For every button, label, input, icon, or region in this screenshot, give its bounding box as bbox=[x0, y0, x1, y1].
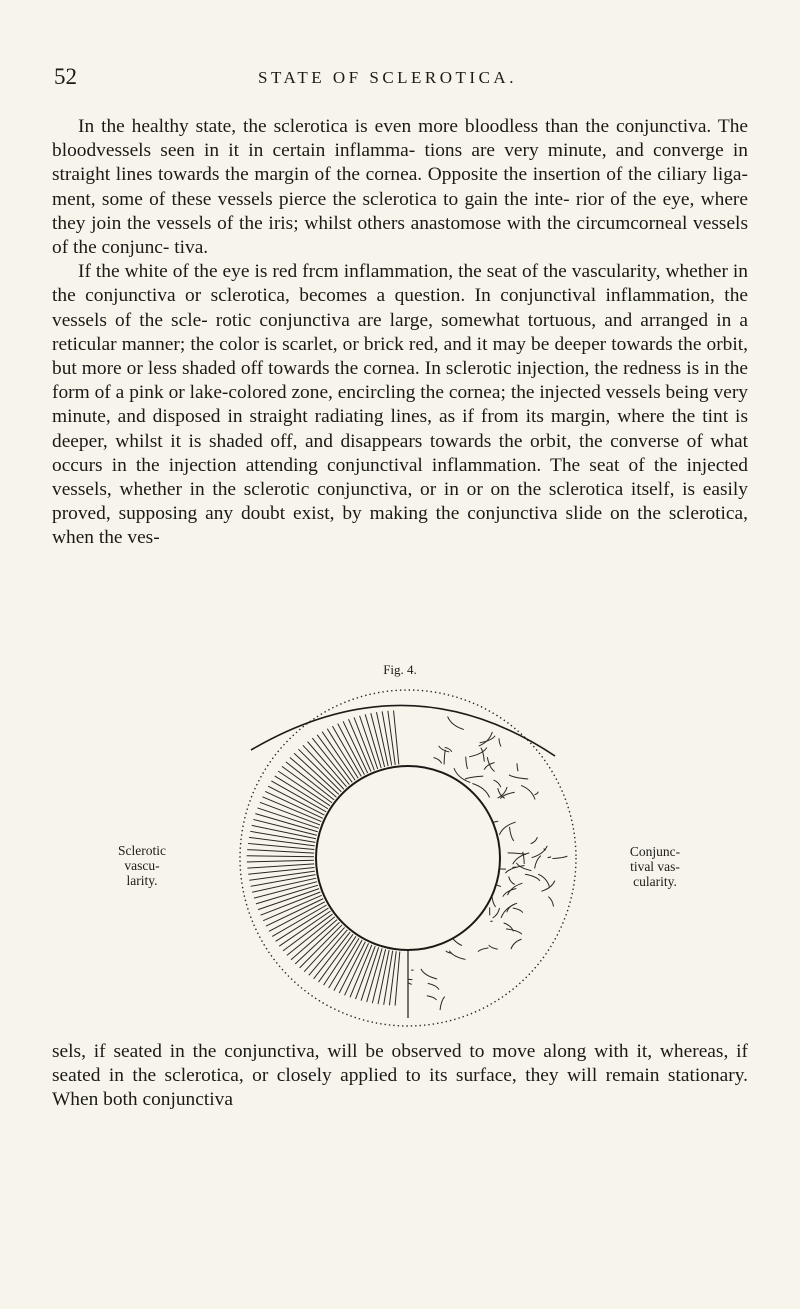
label-line: vascu- bbox=[124, 858, 160, 873]
conjunctival-vessel-line bbox=[465, 776, 483, 779]
conjunctival-vessel-line bbox=[448, 717, 464, 730]
sclerotic-vessel-line bbox=[382, 711, 392, 765]
conjunctival-vessel-line bbox=[513, 908, 523, 913]
running-head: STATE OF SCLEROTICA. bbox=[258, 68, 517, 87]
conjunctival-vessel-line bbox=[428, 983, 439, 989]
label-line: tival vas- bbox=[630, 859, 680, 874]
conjunctival-vessel-line bbox=[506, 929, 522, 934]
conjunctival-vessel-line bbox=[541, 881, 554, 892]
conjunctival-vessel-line bbox=[421, 969, 437, 979]
sclerotic-vessel-line bbox=[349, 719, 371, 771]
conjunctival-vessel-line bbox=[531, 837, 538, 844]
eye-vascularity-illustration bbox=[195, 678, 615, 1028]
figure-caption: Fig. 4. bbox=[383, 662, 417, 677]
conjunctival-vessel-line bbox=[444, 750, 445, 765]
sclerotic-vessel-line bbox=[384, 951, 393, 1005]
conjunctival-vessel-line bbox=[499, 822, 515, 835]
sclerotic-vessel-line bbox=[247, 856, 314, 857]
conjunctival-vessel-line bbox=[478, 948, 489, 952]
conjunctival-vessel-line bbox=[503, 889, 517, 897]
conjunctival-vessel-line bbox=[489, 945, 498, 949]
sclerotic-vessel-line bbox=[350, 945, 372, 998]
conjunctival-vessel-line bbox=[552, 856, 567, 859]
paragraph-1: In the healthy state, the sclerotica is even more bloodless than the conjunctiva. The bloodvessels seen in it in certain inflamma- tions are very minute, and converge in straight lines towards the margin of the cornea. Opposite the insertion of the ciliary liga- ment, some of these vessels pierce the sclerotica to gain the inte- rior of the eye, where they join the vessels of the iris; whilst others anastomose with the circumcorneal vessels of the conjunc- tiva. bbox=[52, 116, 748, 259]
sclerotic-vascularity-label bbox=[112, 843, 172, 888]
label-line: Conjunc- bbox=[629, 844, 681, 859]
conjunctival-vascularity-label bbox=[620, 844, 690, 889]
conjunctival-vessel-line bbox=[501, 903, 517, 918]
conjunctival-vessel-line bbox=[532, 846, 548, 858]
conjunctival-vessel-line bbox=[493, 908, 500, 918]
conjunctival-vessel-line bbox=[534, 792, 538, 795]
conjunctival-vessel-line bbox=[509, 876, 515, 884]
label-line: larity. bbox=[126, 873, 158, 888]
conjunctival-vessel-line bbox=[499, 738, 501, 746]
conjunctival-vessel-line bbox=[449, 951, 465, 960]
paragraph-2: If the white of the eye is red frcm inflammation, the seat of the vascularity, whether in the conjunctiva or sclerotica, becomes a question. In conjunctival inflammation, the vessels of the scle- rotic conjunctiva are large, somewhat tortuous, and arranged in a reticular manner; the color is scarlet, or brick red, and it may be deeper towards the orbit, but more or less shaded off towards the cornea. In sclerotic injection, the redness is in the form of a pink or lake-colored zone, encircling the cornea; the injected vessels being very minute, and disposed in straight radiating lines, as if from its margin, where the tint is deeper, whilst it is shaded off, and disappears towards the orbit, the converse of what occurs in the injection attending conjunctival inflammation. The seat of the injected vessels, whether in the sclerotic conjunctiva, or in or on the sclerotica itself, is easily proved, supposing any doubt exist, by making the conjunctiva slide on the sclerotica, when the ves- bbox=[52, 261, 748, 549]
sclerotic-vessel-line bbox=[389, 951, 396, 1005]
cornea bbox=[316, 766, 500, 950]
sclerotic-vessel-line bbox=[249, 871, 315, 880]
sclerotic-vessel-line bbox=[354, 717, 374, 770]
conjunctival-vessel-line bbox=[481, 748, 484, 762]
globe-outline bbox=[251, 705, 555, 756]
conjunctival-vessel-line bbox=[525, 874, 540, 881]
sclerotic-vessel-line bbox=[247, 850, 314, 854]
conjunctival-vessel-line bbox=[517, 763, 518, 771]
conjunctival-vessel-line bbox=[469, 747, 487, 756]
conjunctival-vessel-line bbox=[521, 785, 535, 799]
conjunctival-vessel-line bbox=[427, 996, 437, 1000]
conjunctival-vessel-line bbox=[440, 997, 445, 1010]
page-number: 52 bbox=[54, 64, 77, 89]
sclerotic-vessel-line bbox=[356, 946, 376, 999]
conjunctival-vessel-line bbox=[505, 865, 524, 873]
conjunctival-vessel-line bbox=[480, 736, 495, 743]
body-text-top bbox=[52, 115, 748, 551]
conjunctival-vessel-line bbox=[487, 757, 494, 771]
sclerotic-vessel-line bbox=[247, 860, 314, 862]
paragraph-3: sels, if seated in the conjunctiva, will be observed to move along with it, whereas, if seated in the sclerotica, or closely applied to its surface, they will remain stationary. When both conjunctiva bbox=[52, 1041, 748, 1111]
sclerotic-vessel-line bbox=[247, 864, 314, 868]
conjunctival-vessel-line bbox=[511, 939, 522, 949]
conjunctival-vessel-line bbox=[509, 775, 528, 779]
conjunctival-vessel-line bbox=[513, 853, 529, 864]
label-line: Sclerotic bbox=[118, 843, 166, 858]
conjunctival-vessel-line bbox=[479, 732, 493, 746]
sclerotic-vessel-line bbox=[258, 808, 319, 828]
conjunctival-vessel-line bbox=[466, 757, 468, 769]
conjunctival-vessel-line bbox=[510, 827, 514, 841]
conjunctival-vessel-line bbox=[548, 897, 553, 907]
sclerotic-vessel-line bbox=[248, 867, 314, 874]
sclerotic-vessel-line bbox=[260, 802, 320, 825]
label-line: cularity. bbox=[633, 874, 677, 889]
conjunctival-vessel-line bbox=[548, 857, 551, 858]
conjunctival-vessel-line bbox=[493, 780, 500, 787]
conjunctival-vessel-line bbox=[535, 856, 541, 869]
sclerotic-vessel-line bbox=[261, 892, 321, 915]
body-text-bottom bbox=[52, 1040, 748, 1113]
sclerotic-vessel-line bbox=[258, 889, 319, 910]
conjunctival-vessel-line bbox=[439, 746, 450, 752]
conjunctival-vessel-line bbox=[434, 757, 442, 763]
sclerotic-vessel-line bbox=[395, 952, 400, 1006]
